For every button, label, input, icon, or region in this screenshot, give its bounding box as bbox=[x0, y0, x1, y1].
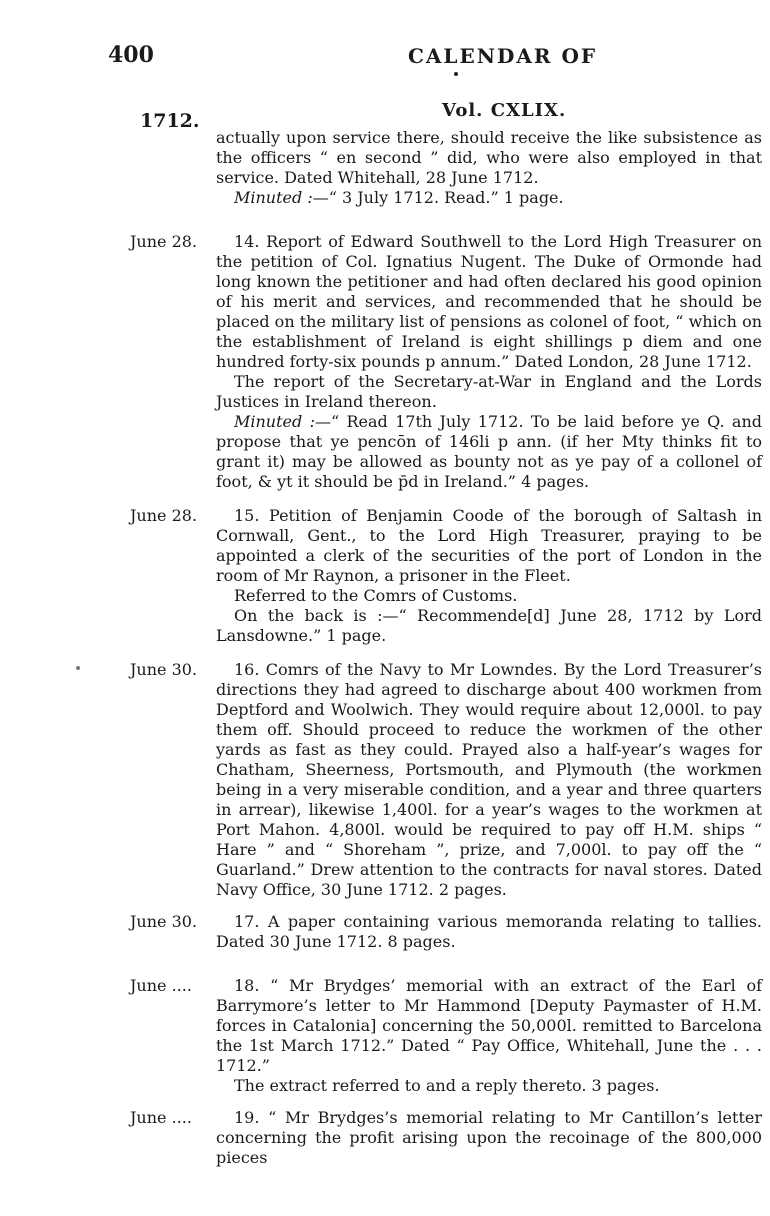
entry-date: June 28. bbox=[130, 506, 198, 525]
entry-paragraph: 19. “ Mr Brydges’s memorial relating to Mr Cantillon’s letter concerning the profit arising upon the recoinage of the 800,000 pieces bbox=[216, 1108, 762, 1167]
entry-body bbox=[216, 976, 762, 1096]
volume-heading: Vol. CXLIX. bbox=[442, 100, 567, 121]
entry-body bbox=[216, 660, 762, 900]
entry-date: June 28. bbox=[130, 232, 198, 251]
entry-paragraph: On the back is :—“ Recommende[d] June 28, 1712 by Lord Lansdowne.” 1 page. bbox=[216, 606, 762, 645]
entry-paragraph: 14. Report of Edward Southwell to the Lord High Treasurer on the petition of Col. Ignatius Nugent. The Duke of Ormonde had long known the petitioner and had often declared his good opinion of his merit and services, and recommended that he should be placed on the military list of pensions as colonel of foot, “ which on the establishment of Ireland is eight shillings p diem and one hundred forty-six pounds p annum.” Dated London, 28 June 1712. bbox=[216, 232, 762, 371]
minuted-label: Minuted : bbox=[234, 412, 315, 431]
margin-year: 1712. bbox=[140, 110, 200, 132]
ornament-dot bbox=[454, 72, 458, 76]
minuted-text: —“ 3 July 1712. Read.” 1 page. bbox=[312, 188, 564, 207]
entry-text: actually upon service there, should receive the like subsistence as the officers “ en second ” did, who were also employed in that service. Dated Whitehall, 28 June 1712. bbox=[216, 128, 762, 187]
entry-date: June 30. bbox=[130, 912, 198, 931]
entry-body bbox=[216, 912, 762, 952]
entry-paragraph: Referred to the Comrs of Customs. bbox=[234, 586, 518, 605]
running-title: CALENDAR OF bbox=[408, 44, 598, 68]
entry-paragraph: 16. Comrs of the Navy to Mr Lowndes. By the Lord Treasurer’s directions they had agreed to discharge about 400 workmen from Deptford and Woolwich. They would require about 12,000l. to pay them off. Should proceed to reduce the workmen of the other yards as fast as they could. Prayed also a half-year’s wages for Chatham, Sheerness, Portsmouth, and Plymouth (the workmen being in a very miserable condition, and a year and three quarters in arrear), likewise 1,400l. for a year’s wages to the workmen at Port Mahon. 4,800l. would be required to pay off H.M. ships “ Hare ” and “ Shoreham ”, prize, and 7,000l. to pay off the “ Guarland.” Drew attention to the contracts for naval stores. Dated Navy Office, 30 June 1712. 2 pages. bbox=[216, 660, 762, 899]
entry-paragraph: 17. A paper containing various memoranda relating to tallies. Dated 30 June 1712. 8 pages. bbox=[216, 912, 762, 951]
entry-paragraph: 18. “ Mr Brydges’ memorial with an extract of the Earl of Barrymore’s letter to Mr Hammond [Deputy Paymaster of H.M. forces in Catalonia] concerning the 50,000l. remitted to Barcelona the 1st March 1712.” Dated “ Pay Office, Whitehall, June the . . . 1712.” bbox=[216, 976, 762, 1075]
entry-date: June .... bbox=[130, 976, 192, 995]
entry-date: June 30. bbox=[130, 660, 198, 679]
page-number: 400 bbox=[108, 42, 154, 68]
continued-entry bbox=[216, 128, 762, 208]
entry-body bbox=[216, 1108, 762, 1168]
entry-date: June .... bbox=[130, 1108, 192, 1127]
minuted-note bbox=[216, 412, 762, 492]
running-head bbox=[108, 42, 758, 72]
entry-paragraph: The extract referred to and a reply thereto. 3 pages. bbox=[234, 1076, 660, 1095]
entry-paragraph: The report of the Secretary-at-War in England and the Lords Justices in Ireland thereon. bbox=[216, 372, 762, 411]
entry-paragraph: 15. Petition of Benjamin Coode of the borough of Saltash in Cornwall, Gent., to the Lord High Treasurer, praying to be appointed a clerk of the securities of the port of London in the room of Mr Raynon, a prisoner in the Fleet. bbox=[216, 506, 762, 585]
minuted-text: —“ Read 17th July 1712. To be laid before ye Q. and propose that ye pencōn of 146li p ann. (if her Mty thinks fit to grant it) may be allowed as bounty not as ye pay of a collonel of foot, & yt it should be p̄d in Ireland.” 4 pages. bbox=[216, 412, 762, 491]
entry-body bbox=[216, 506, 762, 646]
margin-dot bbox=[76, 666, 80, 670]
entry-body bbox=[216, 232, 762, 492]
minuted-label: Minuted : bbox=[234, 188, 313, 207]
minuted-note bbox=[216, 188, 762, 208]
